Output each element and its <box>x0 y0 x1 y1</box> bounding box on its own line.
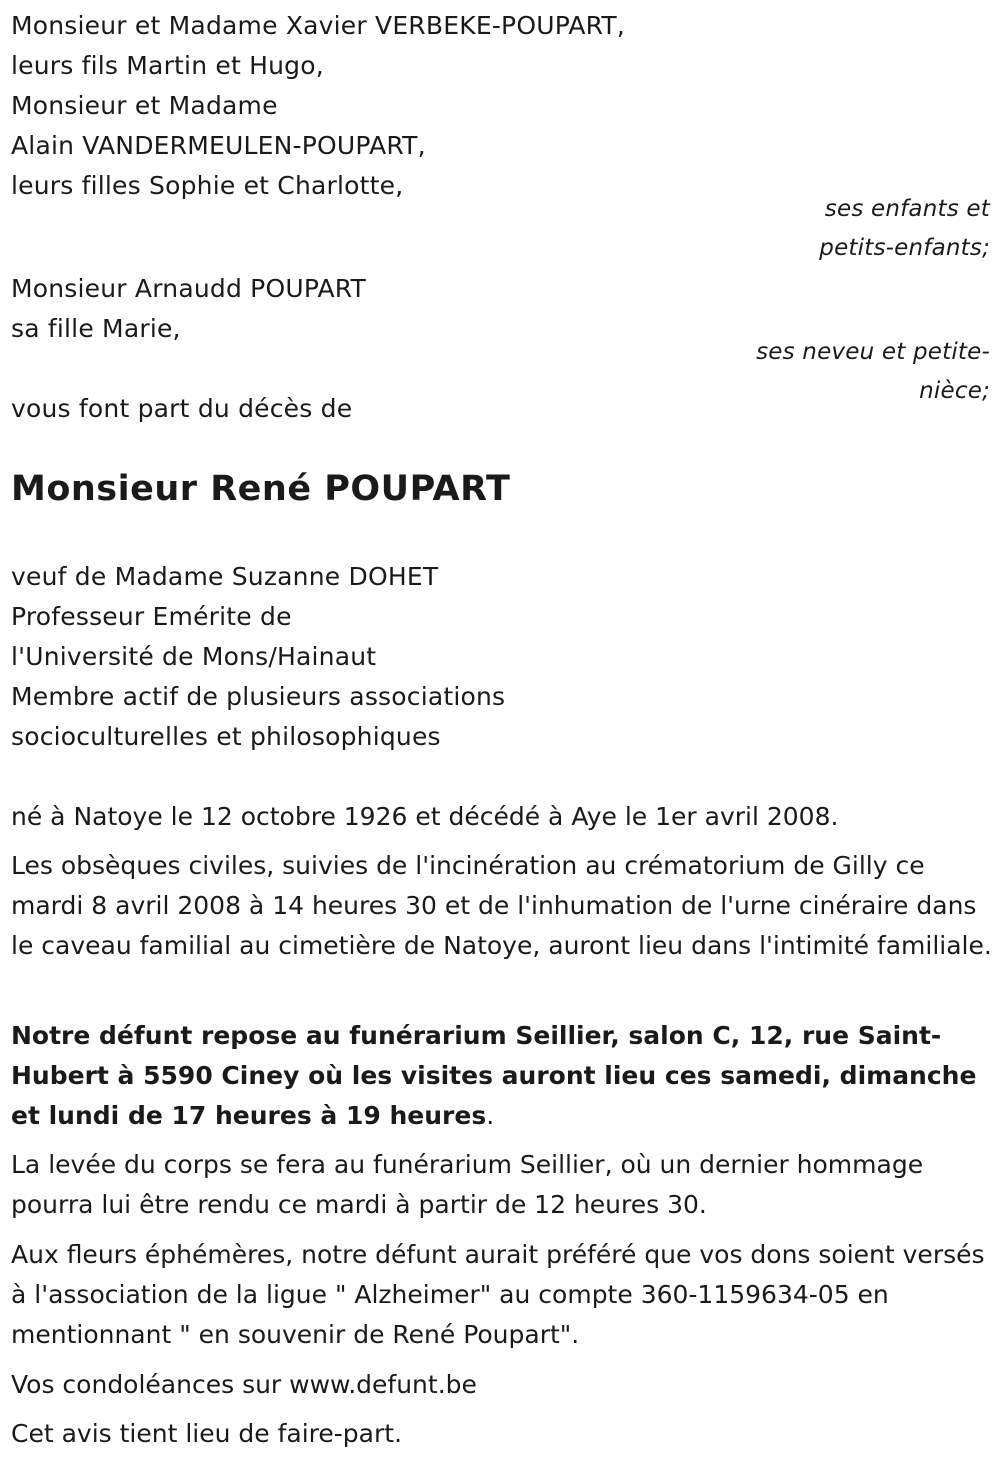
levee-paragraph: La levée du corps se fera au funérarium Seillier, où un dernier hommage pourra lui être rendu ce mardi à partir de 12 heures 30. <box>11 1150 924 1219</box>
role-nephew-line-1: ses neveu et petite- <box>756 339 990 365</box>
family-line-1: Monsieur et Madame Xavier VERBEKE-POUPART, <box>11 11 626 40</box>
nephew-line-1: Monsieur Arnaudd POUPART <box>11 274 367 303</box>
family-line-4: Alain VANDERMEULEN-POUPART, <box>11 131 426 160</box>
role-children-line-2: petits-enfants; <box>819 235 990 261</box>
obseques-paragraph: Les obsèques civiles, suivies de l'incinération au crématorium de Gilly ce mardi 8 avril 2008 à 14 heures 30 et de l'inhumation de l'urne cinéraire dans le caveau familial au cimetière de Natoye, auront lieu dans l'intimité familiale. <box>11 851 992 960</box>
repose-paragraph <box>11 1016 996 1136</box>
detail-line-2: Professeur Emérite de <box>11 602 292 631</box>
family-line-5: leurs filles Sophie et Charlotte, <box>11 171 404 200</box>
family-line-2: leurs fils Martin et Hugo, <box>11 51 324 80</box>
condoleances-text: Vos condoléances sur www.defunt.be <box>11 1370 477 1399</box>
fleurs-paragraph: Aux fleurs éphémères, notre défunt aurait préféré que vos dons soient versés à l'association de la ligue " Alzheimer" au compte 360-1159634-05 en mentionnant " en souvenir de René Poupart". <box>11 1240 985 1349</box>
announce-text: vous font part du décès de <box>11 394 353 423</box>
detail-line-5: socioculturelles et philosophiques <box>11 722 441 751</box>
deceased-name: Monsieur René POUPART <box>11 469 511 509</box>
role-nephew-line-2: nièce; <box>919 378 990 404</box>
detail-line-4: Membre actif de plusieurs associations <box>11 682 506 711</box>
role-children-line-1: ses enfants et <box>824 196 990 222</box>
detail-line-1: veuf de Madame Suzanne DOHET <box>11 562 439 591</box>
family-line-3: Monsieur et Madame <box>11 91 278 120</box>
birth-death-text: né à Natoye le 12 octobre 1926 et décédé à Aye le 1er avril 2008. <box>11 802 839 831</box>
nephew-line-2: sa fille Marie, <box>11 314 181 343</box>
repose-end: . <box>486 1101 495 1130</box>
faire-part-text: Cet avis tient lieu de faire-part. <box>11 1419 403 1448</box>
detail-line-3: l'Université de Mons/Hainaut <box>11 642 377 671</box>
repose-bold-text: Notre défunt repose au funérarium Seillier, salon C, 12, rue Saint-Hubert à 5590 Ciney où les visites auront lieu ces samedi, dimanche et lundi de 17 heures à 19 heures <box>11 1021 977 1130</box>
